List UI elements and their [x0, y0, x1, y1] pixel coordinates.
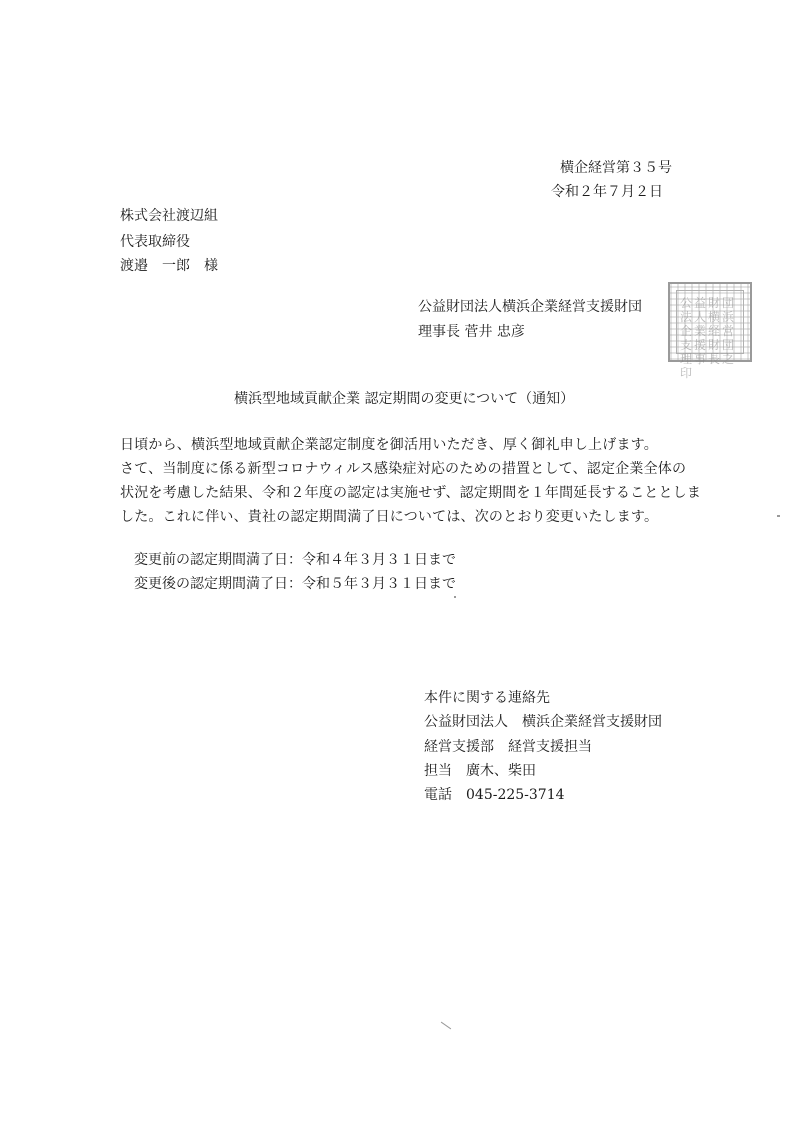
document-number: 横企経営第３５号	[560, 160, 672, 176]
seal-text: 公益財団法人横浜企業経営支援財団理事長之印	[680, 296, 737, 380]
body-paragraph-2-line-3: した。これに伴い、貴社の認定期間満了日については、次のとおり変更いたします。	[120, 509, 659, 525]
scan-speck	[454, 596, 456, 598]
contact-organization: 公益財団法人 横浜企業経営支援財団	[424, 714, 662, 730]
contact-department: 経営支援部 経営支援担当	[424, 739, 592, 755]
document-date: 令和２年７月２日	[551, 184, 663, 200]
sender-organization: 公益財団法人横浜企業経営支援財団	[418, 299, 642, 315]
subject-heading: 横浜型地域貢献企業 認定期間の変更について（通知）	[234, 391, 575, 407]
body-paragraph-2-line-2: 状況を考慮した結果、令和２年度の認定は実施せず、認定期間を１年間延長することとしま	[120, 485, 702, 501]
recipient-company: 株式会社渡辺組	[120, 208, 218, 224]
contact-phone: 電話 045-225-3714	[424, 787, 565, 803]
body-paragraph-1: 日頃から、横浜型地域貢献企業認定制度を御活用いただき、厚く御礼申し上げます。	[120, 437, 658, 453]
official-seal	[668, 282, 752, 380]
contact-heading: 本件に関する連絡先	[424, 690, 550, 706]
expiry-after-change: 変更後の認定期間満了日：令和５年３月３１日まで	[134, 576, 456, 592]
recipient-position: 代表取締役	[120, 234, 190, 250]
sender-title-name: 理事長 菅井 忠彦	[418, 324, 525, 340]
scan-speck	[441, 1022, 451, 1030]
recipient-name: 渡邉 一郎 様	[120, 258, 218, 274]
scan-speck	[777, 515, 780, 517]
body-paragraph-2-line-1: さて、当制度に係る新型コロナウィルス感染症対応のための措置として、認定企業全体の	[120, 461, 687, 477]
expiry-before-change: 変更前の認定期間満了日：令和４年３月３１日まで	[134, 552, 456, 568]
contact-person: 担当 廣木、柴田	[424, 763, 536, 779]
